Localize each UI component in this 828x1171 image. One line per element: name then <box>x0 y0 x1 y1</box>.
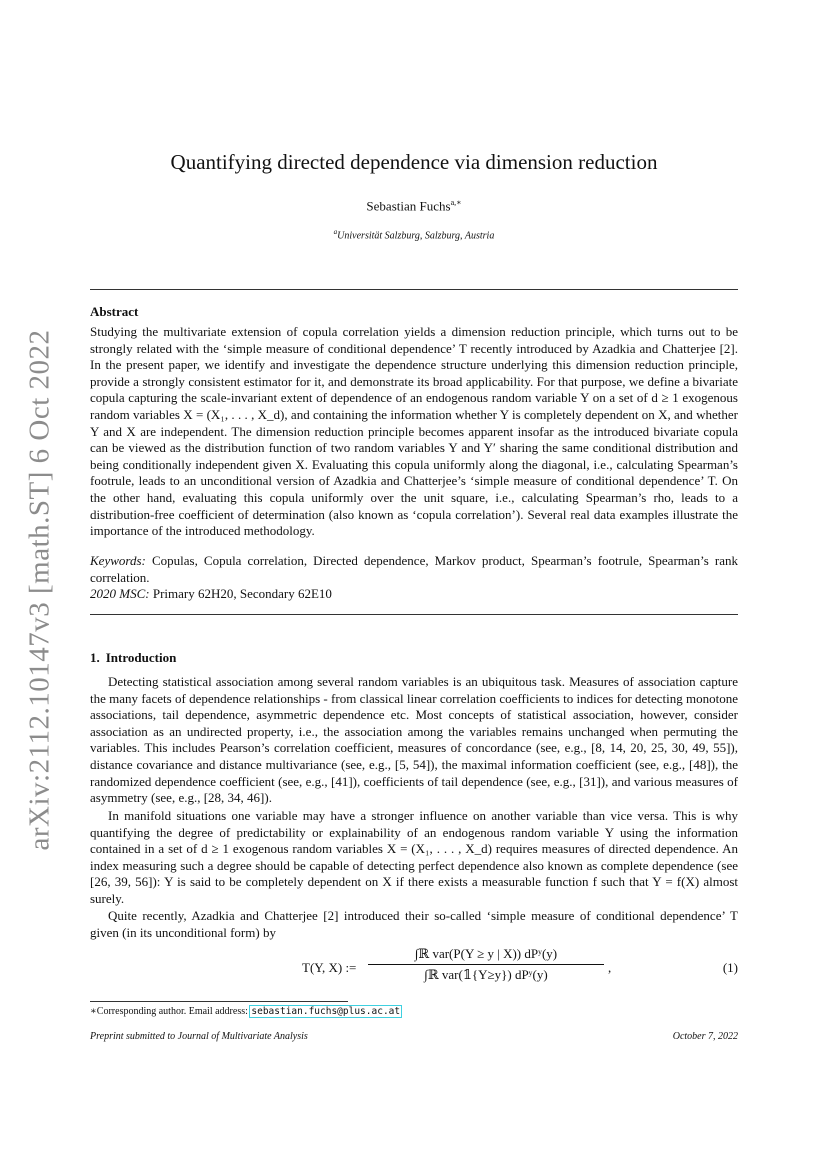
author-name: Sebastian Fuchs <box>366 198 451 214</box>
author-line <box>0 198 828 214</box>
footnote <box>90 1006 401 1017</box>
arxiv-identifier-stamp: arXiv:2112.10147v3 [math.ST] 6 Oct 2022 <box>23 329 56 851</box>
affiliation <box>0 228 828 241</box>
email-link[interactable]: sebastian.fuchs@plus.ac.at <box>251 1006 401 1017</box>
equation-lhs: T(Y, X) := <box>302 960 357 975</box>
keywords-text: Copulas, Copula correlation, Directed dependence, Markov product, Spearman’s footrule, Spearman’s rank correlation. <box>90 553 739 585</box>
affiliation-text: Universität Salzburg, Salzburg, Austria <box>337 230 495 242</box>
equation-denominator: ∫ℝ var(𝟙{Y≥y}) dPʸ(y) <box>424 967 548 982</box>
abstract-bottom-rule <box>90 614 738 615</box>
intro-paragraph-1: Detecting statistical association among several random variables is an ubiquitous task. Measures of association capture the many facets of dependence relationships - from classical linear correlation coefficients to indices for detecting monotone associations, tail dependence, asymmetric dependence etc. Most concepts of statistical association, however, consider association as an undirected property, i.e., the association among the variables remains unchanged when permuting the variables. This includes Pearson’s correlation coefficient, measures of concordance (see, e.g., [8, 14, 20, 25, 30, 49, 55]), distance covariance and distance multivariance (see, e.g., [5, 54]), the maximal information coefficient (see, e.g., [48]), the randomized dependence coefficient (see, e.g., [41]), coefficients of tail dependence (see, e.g., [31]), and various measures of asymmetry (see, e.g., [28, 34, 46]). <box>90 674 738 806</box>
msc-line <box>90 586 738 603</box>
equation-numerator: ∫ℝ var(P(Y ≥ y | X)) dPʸ(y) <box>414 946 558 961</box>
affiliation-mark: a <box>333 228 338 236</box>
section-number: 1. <box>90 650 100 665</box>
section-heading <box>90 650 176 666</box>
keywords-line <box>90 553 738 586</box>
abstract-heading: Abstract <box>90 304 139 319</box>
equation-fraction <box>368 946 604 983</box>
equation-1 <box>90 946 738 990</box>
footnote-rule <box>90 1001 348 1002</box>
abstract-top-rule <box>90 289 738 290</box>
msc-label: 2020 MSC: <box>90 586 150 601</box>
keywords-label: Keywords: <box>90 553 146 568</box>
footer-date: October 7, 2022 <box>672 1031 738 1042</box>
paper-title: Quantifying directed dependence via dimension reduction <box>170 150 658 174</box>
abstract-body: Studying the multivariate extension of copula correlation yields a dimension reduction principle, which turns out to be strongly related with the ‘simple measure of conditional dependence’ T recently introduced by Azadkia and Chatterjee [2]. In the present paper, we identify and investigate the dependence structure underlying this dimension reduction principle, provide a strongly consistent estimator for it, and demonstrate its broad applicability. For that purpose, we define a bivariate copula capturing the scale-invariant extent of dependence of an endogenous random variable Y on a set of d ≥ 1 exogenous random variables X = (X₁, . . . , X_d), and containing the information whether Y is completely dependent on X, and whether Y and X are independent. The dimension reduction principle becomes apparent insofar as the introduced bivariate copula can be viewed as the distribution function of two random variables Y and Y′ sharing the same conditional distribution and being conditionally independent given X. Evaluating this copula uniformly along the diagonal, i.e., calculating Spearman’s footrule, leads to an unconditional version of Azadkia and Chatterjee’s ‘simple measure of conditional dependence’ T. On the other hand, evaluating this copula uniformly over the unit square, i.e., calculating Spearman’s rho, leads to a distribution-free coefficient of determination (also known as ‘copula correlation’). Several real data examples illustrate the importance of the introduced methodology. <box>90 324 738 539</box>
author-marks[interactable]: a,∗ <box>450 198 462 207</box>
intro-paragraph-2: In manifold situations one variable may have a stronger influence on another variable than vice versa. This is why quantifying the degree of predictability or explainability of an endogenous random variable Y using the information contained in a set of d ≥ 1 exogenous random variables X = (X₁, . . . , X_d) requires measures of directed dependence. An index measuring such a degree should be capable of detecting perfect dependence also known as complete dependence (see [26, 39, 56]): Y is said to be completely dependent on X if there exists a measurable function f such that Y = f(X) almost surely. <box>90 808 738 906</box>
section-title: Introduction <box>105 650 177 665</box>
equation-trailing: , <box>608 960 612 975</box>
intro-paragraph-3: Quite recently, Azadkia and Chatterjee [2] introduced their so-called ‘simple measure of conditional dependence’ T given (in its unconditional form) by <box>90 908 738 940</box>
equation-number: (1) <box>722 960 738 975</box>
footnote-text: ∗Corresponding author. Email address: <box>90 1006 251 1017</box>
footer-journal: Preprint submitted to Journal of Multivariate Analysis <box>90 1031 308 1042</box>
msc-text: Primary 62H20, Secondary 62E10 <box>152 586 332 601</box>
